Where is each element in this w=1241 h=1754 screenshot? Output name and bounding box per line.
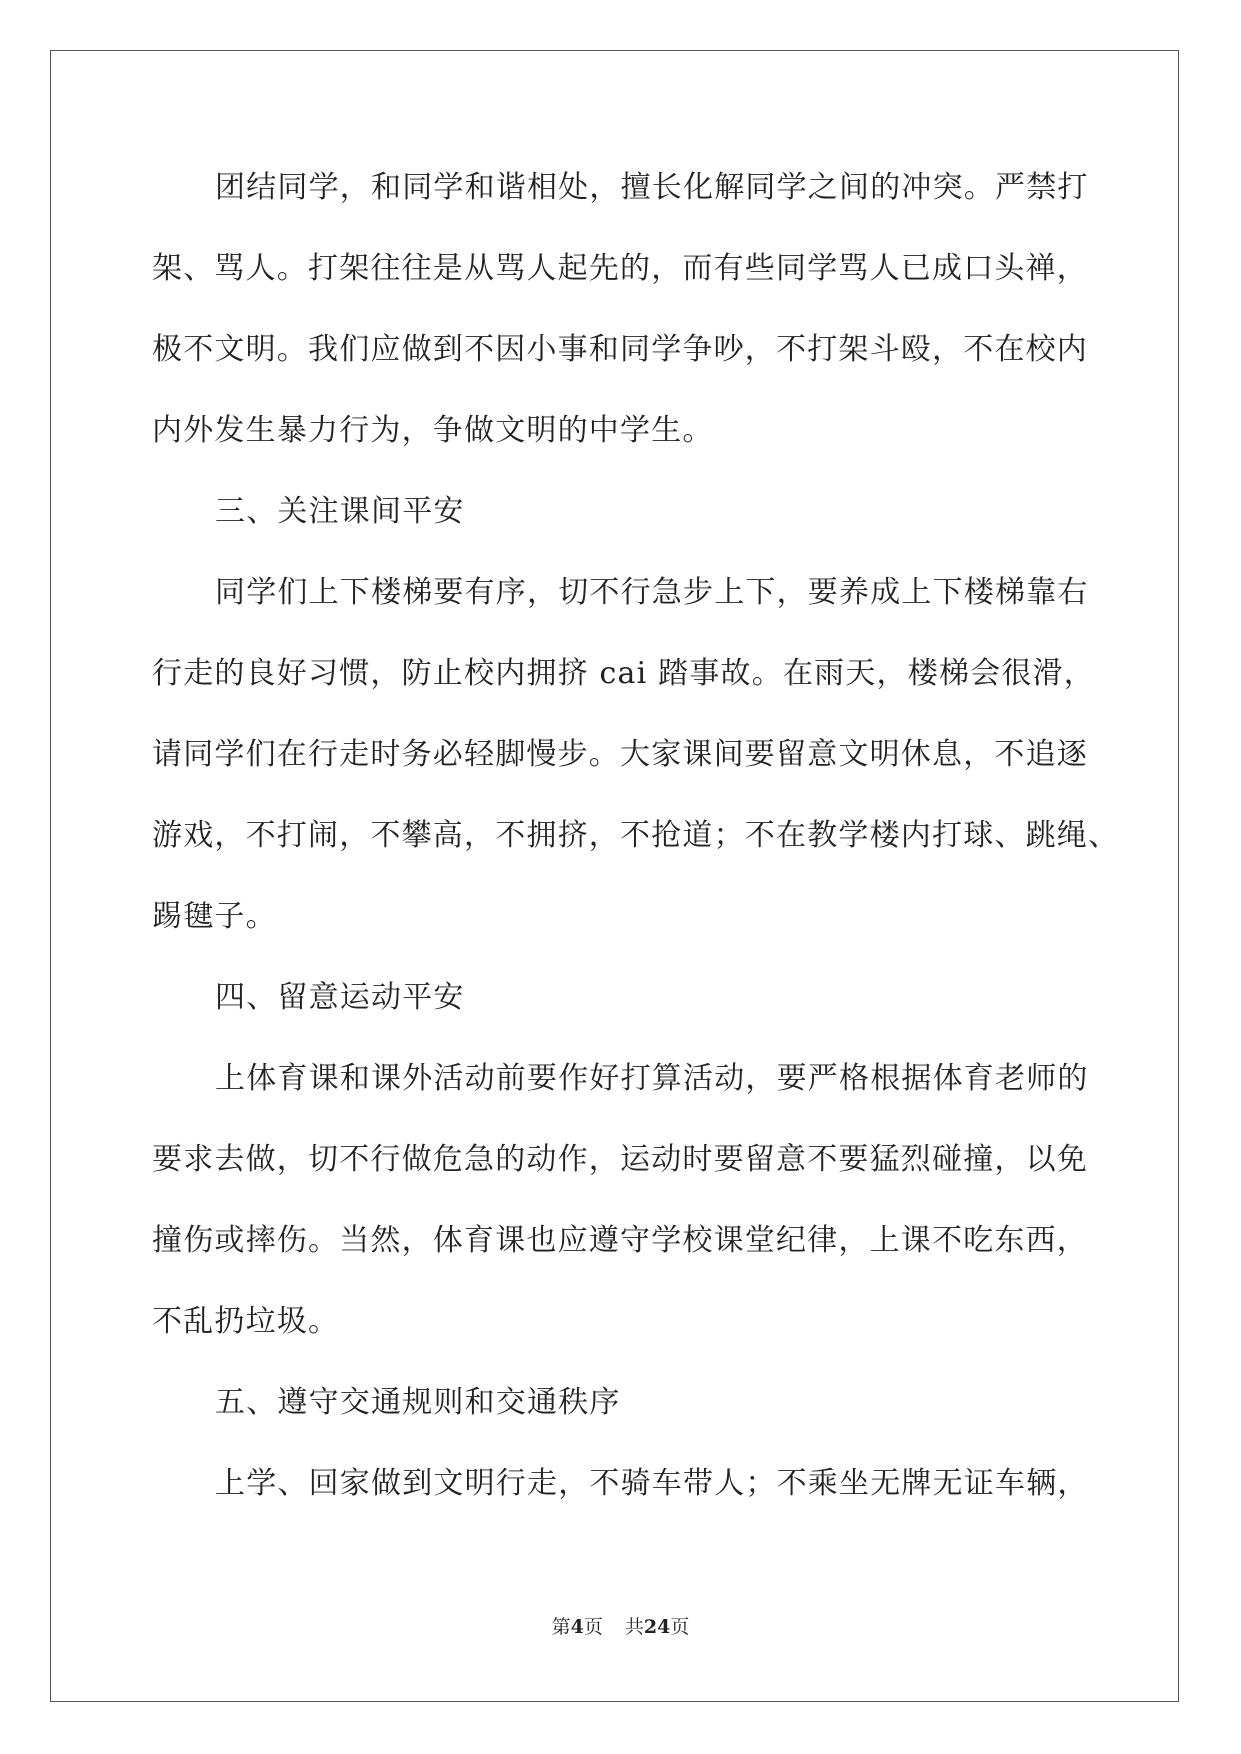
total-page-count: 24 <box>643 1616 671 1638</box>
text-line: 游戏，不打闹，不攀高，不拥挤，不抢道；不在教学楼内打球、跳绳、 <box>152 818 1120 853</box>
text-line: 内外发生暴力行为，争做文明的中学生。 <box>152 413 714 448</box>
section-heading: 五、遵守交通规则和交通秩序 <box>215 1385 621 1420</box>
text-line: 不乱扔垃圾。 <box>152 1304 340 1339</box>
section-heading: 四、留意运动平安 <box>215 980 465 1015</box>
text-line: 请同学们在行走时务必轻脚慢步。大家课间要留意文明休息，不追逐 <box>152 737 1088 772</box>
text-line: 要求去做，切不行做危急的动作，运动时要留意不要猛烈碰撞，以免 <box>152 1142 1088 1177</box>
current-page-number: 4 <box>570 1616 584 1638</box>
text-line: 架、骂人。打架往往是从骂人起先的，而有些同学骂人已成口头禅， <box>152 251 1088 286</box>
text-line: 踢毽子。 <box>152 899 277 934</box>
text-line: 上体育课和课外活动前要作好打算活动，要严格根据体育老师的 <box>215 1061 1089 1096</box>
footer-page-suffix: 页 <box>583 1616 603 1638</box>
text-line: 极不文明。我们应做到不因小事和同学争吵，不打架斗殴，不在校内 <box>152 332 1088 367</box>
footer-prefix: 第 <box>551 1616 571 1638</box>
footer-total-suffix: 页 <box>670 1616 690 1638</box>
text-line: 行走的良好习惯，防止校内拥挤 cai 踏事故。在雨天，楼梯会很滑， <box>152 656 1095 691</box>
document-body <box>152 158 1120 1535</box>
text-line: 团结同学，和同学和谐相处，擅长化解同学之间的冲突。严禁打 <box>215 170 1089 205</box>
section-heading: 三、关注课间平安 <box>215 494 465 529</box>
page-footer <box>0 1612 1241 1639</box>
text-line: 撞伤或摔伤。当然，体育课也应遵守学校课堂纪律，上课不吃东西， <box>152 1223 1088 1258</box>
text-line: 上学、回家做到文明行走，不骑车带人；不乘坐无牌无证车辆， <box>215 1466 1089 1501</box>
text-line: 同学们上下楼梯要有序，切不行急步上下，要养成上下楼梯靠右 <box>215 575 1089 610</box>
footer-total-prefix: 共 <box>624 1616 644 1638</box>
